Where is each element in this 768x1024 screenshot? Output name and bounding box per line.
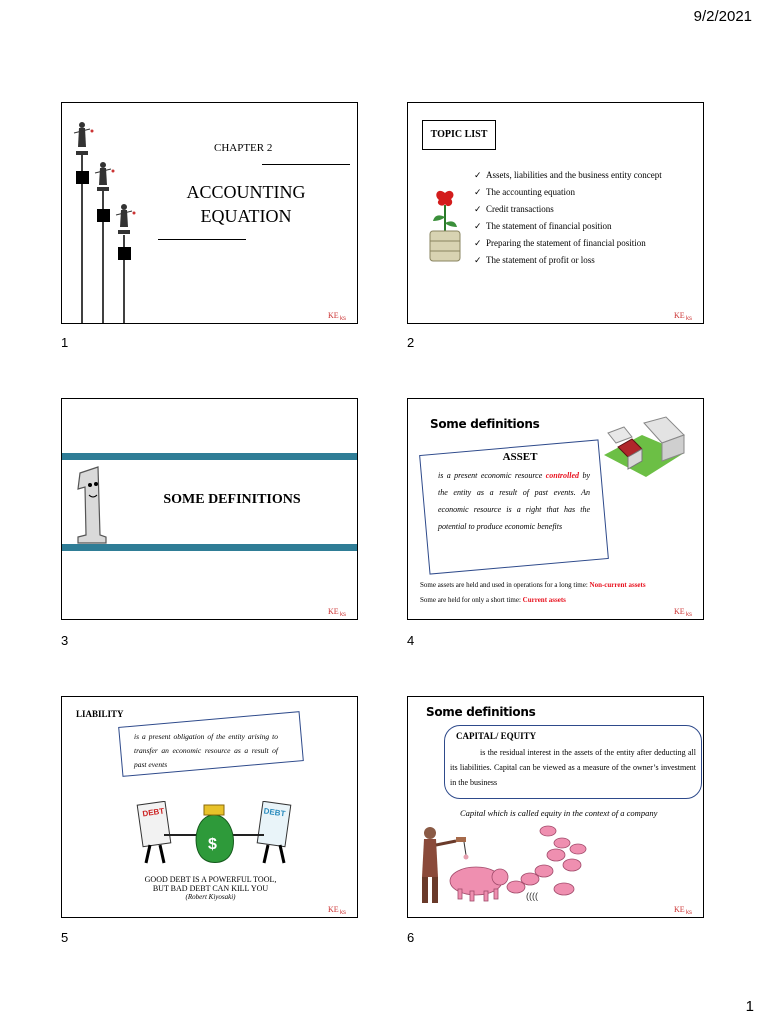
slide-number-6: 6 — [407, 930, 415, 945]
quote-block — [62, 875, 358, 902]
slide-title-line1: ACCOUNTING — [186, 182, 306, 202]
slide-2 — [407, 102, 704, 324]
topic-item: ✓ Assets, liabilities and the business entity concept — [474, 170, 662, 180]
svg-text:KE: KE — [328, 607, 339, 616]
slide-5 — [61, 696, 358, 918]
check-icon: ✓ — [474, 187, 482, 197]
quote-line-2: BUT BAD DEBT CAN KILL YOU — [152, 884, 269, 893]
debt-label-left: DEBT — [141, 806, 165, 819]
publisher-logo-icon — [328, 605, 354, 617]
slide-heading: Some definitions — [426, 705, 536, 719]
slide-number-2: 2 — [407, 335, 415, 350]
liability-definition-text: is a present obligation of the entity arising to transfer an economic resource as a result of past events — [134, 732, 278, 769]
debt-label-right: DEBT — [263, 806, 286, 819]
house-illustration — [598, 413, 690, 485]
svg-text:ks: ks — [340, 612, 346, 617]
asset-note-2: Some are held for only a short time: Current assets — [420, 596, 566, 604]
slide-title-line2: EQUATION — [200, 206, 292, 226]
teal-band-bottom — [62, 544, 357, 551]
svg-text:((((: (((( — [526, 891, 538, 901]
slide-3 — [61, 398, 358, 620]
svg-text:KE: KE — [674, 607, 685, 616]
slide-title: SOME DEFINITIONS — [163, 492, 301, 507]
asset-definition-content — [430, 451, 590, 535]
svg-text:KE: KE — [328, 311, 339, 320]
svg-text:ks: ks — [686, 910, 692, 915]
topic-item: ✓ The statement of financial position — [474, 221, 612, 231]
date-header: 9/2/2021 — [693, 8, 752, 25]
topic-item: ✓ Preparing the statement of financial position — [474, 238, 646, 248]
publisher-logo-icon — [328, 903, 354, 915]
slide-heading: Some definitions — [430, 417, 540, 431]
topic-list-heading: TOPIC LIST — [422, 120, 496, 150]
quote-author: (Robert Kiyosaki) — [185, 893, 236, 901]
svg-text:ks: ks — [340, 910, 346, 915]
chapter-rule-bottom — [158, 239, 246, 240]
topic-item: ✓ The statement of profit or loss — [474, 255, 595, 265]
publisher-logo-icon — [674, 309, 700, 321]
chapter-rule-top — [262, 164, 350, 165]
equity-caption: Capital which is called equity in the context of a company — [460, 808, 658, 818]
rose-vase-illustration — [422, 183, 468, 263]
teal-band-top — [62, 453, 357, 460]
quote-line-1: GOOD DEBT IS A POWERFUL TOOL, — [144, 875, 277, 884]
slide-1 — [61, 102, 358, 324]
slide-6 — [407, 696, 704, 918]
svg-text:ks: ks — [686, 316, 692, 321]
svg-text:ks: ks — [340, 316, 346, 321]
svg-text:KE: KE — [674, 905, 685, 914]
check-icon: ✓ — [474, 221, 482, 231]
number-one-character-icon — [70, 465, 114, 545]
topic-item: ✓ Credit transactions — [474, 204, 554, 214]
publisher-logo-icon — [674, 903, 700, 915]
check-icon: ✓ — [474, 204, 482, 214]
check-icon: ✓ — [474, 255, 482, 265]
slide-number-4: 4 — [407, 633, 415, 648]
asset-title: ASSET — [502, 451, 538, 463]
svg-text:ks: ks — [686, 612, 692, 617]
equity-title: CAPITAL/ EQUITY — [456, 731, 537, 741]
justice-statues-illustration — [62, 103, 172, 323]
equity-definition-text: is the residual interest in the assets of the entity after deducting all its liabilities. Capital can be viewed as a measure of the owner’s investment in the business — [450, 748, 696, 787]
topic-item: ✓ The accounting equation — [474, 187, 575, 197]
slide-heading: LIABILITY — [76, 709, 124, 719]
topic-list — [474, 169, 700, 271]
asset-definition-text: is a present economic resource controlled by the entity as a result of past events. An economic resource is a right that has the potential to produce economic benefits — [438, 471, 591, 531]
check-icon: ✓ — [474, 170, 482, 180]
publisher-logo-icon — [328, 309, 354, 321]
publisher-logo-icon — [674, 605, 700, 617]
slide-number-3: 3 — [61, 633, 69, 648]
pigs-investment-illustration — [412, 819, 702, 915]
slide-title — [158, 180, 334, 228]
slide-number-1: 1 — [61, 335, 69, 350]
slide-number-5: 5 — [61, 930, 69, 945]
svg-text:KE: KE — [674, 311, 685, 320]
check-icon: ✓ — [474, 238, 482, 248]
chapter-label: CHAPTER 2 — [214, 142, 273, 154]
debt-tug-of-war-illustration — [134, 801, 294, 881]
asset-note-1: Some assets are held and used in operations for a long time: Non-current assets — [420, 581, 646, 589]
slide-4 — [407, 398, 704, 620]
page-number: 1 — [745, 998, 754, 1015]
svg-text:KE: KE — [328, 905, 339, 914]
svg-text:$: $ — [208, 836, 217, 853]
